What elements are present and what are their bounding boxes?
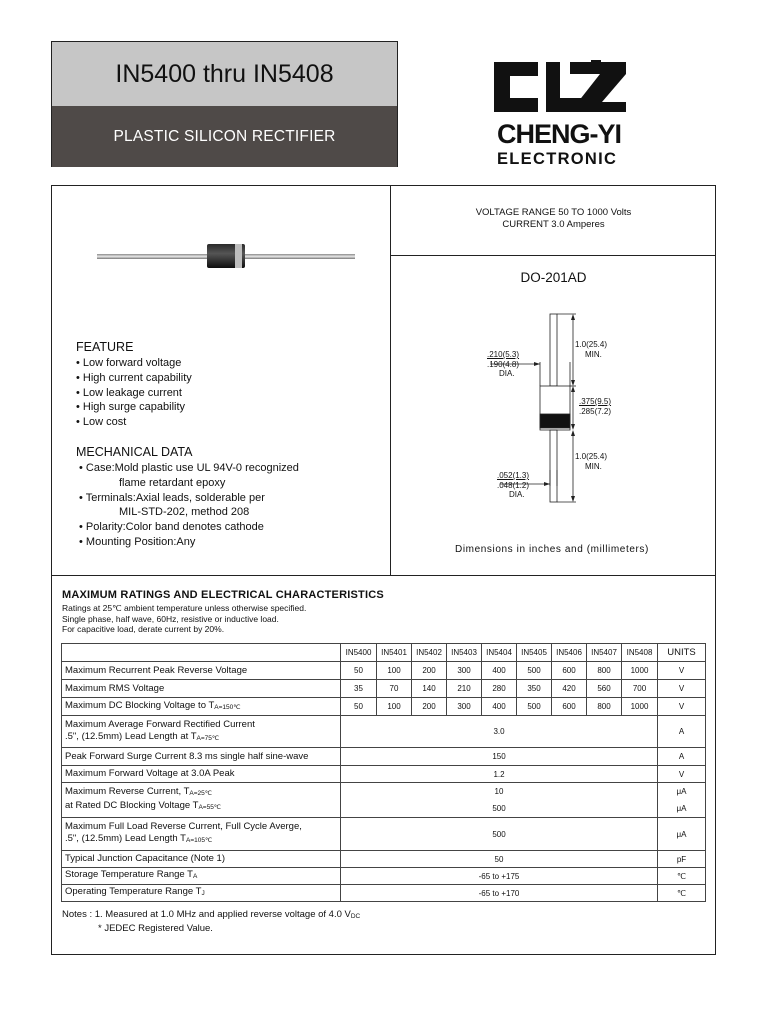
ratings-notes: Ratings at 25℃ ambient temperature unless otherwise specified. Single phase, half wave, 60Hz, resistive or inductive load. For capacitive load, derate current by 20%.	[62, 603, 307, 635]
feature-item: • High current capability	[76, 371, 192, 384]
col-part: IN5403	[447, 644, 482, 662]
dim-lead-length-top: 1.0(25.4) MIN.	[575, 340, 608, 359]
voltage-range: VOLTAGE RANGE 50 TO 1000 Volts	[475, 207, 632, 218]
table-row: Maximum Average Forward Rectified Current .5", (12.5mm) Lead Length at TA=75℃ 3.0 A	[62, 716, 706, 748]
feature-title: FEATURE	[76, 340, 134, 354]
col-part: IN5401	[377, 644, 412, 662]
mechanical-item: • Case:Mold plastic use UL 94V-0 recognized	[79, 462, 299, 474]
table-header-row	[62, 644, 706, 662]
col-part: IN5408	[622, 644, 658, 662]
mechanical-title: MECHANICAL DATA	[76, 445, 193, 459]
col-part: IN5400	[341, 644, 377, 662]
col-part: IN5404	[482, 644, 517, 662]
title-box	[51, 41, 398, 167]
table-row: Storage Temperature Range TA -65 to +175 ℃	[62, 868, 706, 885]
table-row: Maximum Forward Voltage at 3.0A Peak 1.2 V	[62, 766, 706, 783]
company-logo-mark	[490, 58, 630, 116]
mechanical-section	[76, 445, 299, 550]
mechanical-item-cont: flame retardant epoxy	[119, 476, 226, 489]
feature-item: • Low cost	[76, 416, 127, 429]
mechanical-item: • Polarity:Color band denotes cathode	[79, 521, 264, 534]
table-row: Maximum RMS Voltage 35 70 140 210 280 350 420 560 700 V	[62, 680, 706, 698]
table-row: Peak Forward Surge Current 8.3 ms single half sine-wave 150 A	[62, 748, 706, 766]
ratings-title: MAXIMUM RATINGS AND ELECTRICAL CHARACTERISTICS	[62, 589, 384, 601]
dimension-caption: Dimensions in inches and (millimeters)	[455, 544, 649, 555]
notes: Notes : 1. Measured at 1.0 MHz and applied reverse voltage of 4.0 VDC * JEDEC Registered Value.	[62, 909, 361, 934]
ratings-table	[61, 643, 706, 902]
mechanical-item: • Terminals:Axial leads, solderable per	[79, 491, 265, 504]
dim-body-diameter: .210(5.3) .190(4.8) DIA.	[487, 350, 520, 378]
company-name: CHENG-YI	[497, 119, 622, 149]
col-part: IN5406	[552, 644, 587, 662]
feature-section	[76, 340, 192, 430]
table-row: Maximum Reverse Current, TA=25℃ at Rated DC Blocking Voltage TA=55℃ 10 500 μA μA	[62, 783, 706, 818]
table-row: Maximum Recurrent Peak Reverse Voltage 50 100 200 300 400 500 600 800 1000 V	[62, 662, 706, 680]
part-title: IN5400 thru IN5408	[52, 42, 397, 106]
table-row: Operating Temperature Range TJ -65 to +170 ℃	[62, 885, 706, 902]
mechanical-item-cont: MIL-STD-202, method 208	[119, 506, 250, 519]
table-row: Maximum Full Load Reverse Current, Full Cycle Averge, .5", (12.5mm) Lead Length TA=105℃ 500 μA	[62, 818, 706, 851]
feature-item: • Low leakage current	[76, 386, 182, 399]
table-row: Typical Junction Capacitance (Note 1) 50 pF	[62, 851, 706, 868]
dim-lead-length-bottom: 1.0(25.4) MIN.	[575, 452, 608, 471]
col-part: IN5405	[517, 644, 552, 662]
frame-divider-middle	[51, 575, 716, 576]
diode-image	[95, 242, 357, 272]
voltage-current-spec	[391, 207, 716, 231]
frame-divider-right	[390, 255, 716, 256]
col-units: UNITS	[658, 644, 706, 662]
package-outline-drawing	[390, 300, 716, 540]
col-part: IN5407	[587, 644, 622, 662]
part-subtitle: PLASTIC SILICON RECTIFIER	[52, 106, 397, 167]
feature-item: • Low forward voltage	[76, 357, 182, 369]
col-part: IN5402	[412, 644, 447, 662]
dim-lead-diameter: .052(1.3) .048(1.2) DIA.	[497, 471, 530, 499]
feature-item: • High surge capability	[76, 401, 186, 414]
current-rating: CURRENT 3.0 Amperes	[502, 219, 605, 230]
company-subname: ELECTRONIC	[497, 150, 618, 168]
dim-body-length: .375(9.5) .285(7.2)	[579, 397, 612, 416]
table-row: Maximum DC Blocking Voltage to TA=150℃ 50 100 200 300 400 500 600 800 1000 V	[62, 698, 706, 716]
package-title: DO-201AD	[520, 270, 587, 285]
mechanical-item: • Mounting Position:Any	[79, 535, 196, 548]
